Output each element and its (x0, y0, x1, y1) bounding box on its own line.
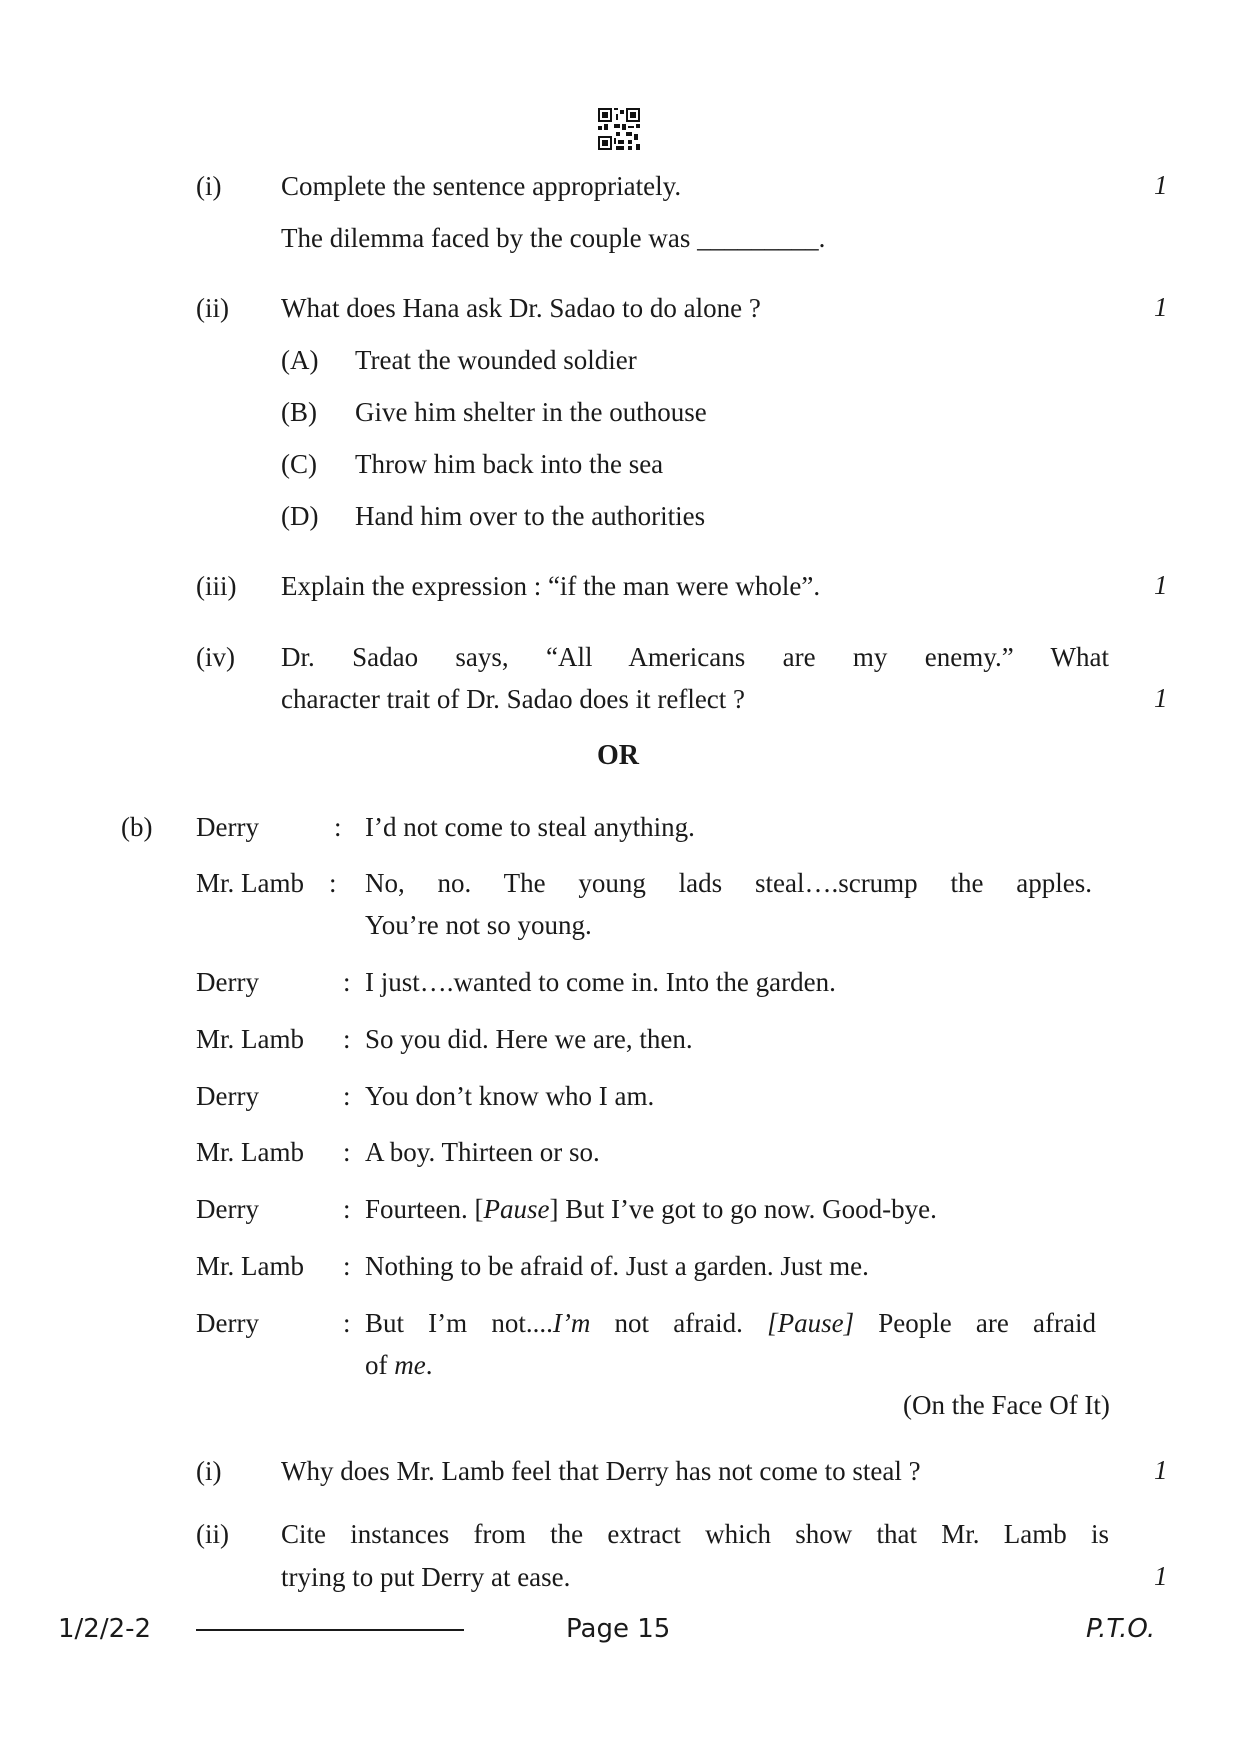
footer-rule (196, 1629, 464, 1631)
question-marks: 1 (1154, 292, 1168, 322)
speaker-name: Mr. Lamb (196, 868, 304, 898)
option-label: (D) (281, 501, 319, 531)
stage-direction: [Pause] (767, 1308, 855, 1338)
option-text: Hand him over to the authorities (355, 501, 706, 531)
dialogue-text: But I’m not.... (365, 1308, 553, 1338)
speaker-name: Derry (196, 812, 259, 842)
question-text: Explain the expression : “if the man were whole”. (281, 571, 821, 601)
question-text: Complete the sentence appropriately. (281, 171, 682, 201)
option-label: (B) (281, 397, 317, 427)
qr-code (598, 108, 640, 150)
dialogue-line: You’re not so young. (365, 910, 592, 940)
dialogue-line: I’d not come to steal anything. (365, 812, 695, 842)
dialogue-line: You don’t know who I am. (365, 1081, 655, 1111)
speaker-name: Mr. Lamb (196, 1024, 304, 1054)
option-text: Treat the wounded soldier (355, 345, 637, 375)
question-marks: 1 (1154, 570, 1168, 600)
speaker-name: Derry (196, 1194, 259, 1224)
speaker-colon: : (329, 868, 337, 898)
dialogue-text: People are afraid (854, 1308, 1097, 1338)
speaker-colon: : (334, 812, 342, 842)
question-text-continued: character trait of Dr. Sadao does it reflect ? (281, 684, 746, 714)
question-marks: 1 (1154, 1561, 1168, 1591)
dialogue-text: . (425, 1350, 433, 1380)
section-label: (b) (121, 812, 153, 842)
question-text: Cite instances from the extract which show that Mr. Lamb is (281, 1519, 1109, 1549)
speaker-colon: : (343, 1024, 351, 1054)
dialogue-line (365, 1307, 1096, 1339)
question-text: Dr. Sadao says, “All Americans are my enemy.” What (281, 642, 1109, 672)
speaker-name: Derry (196, 967, 259, 997)
speaker-name: Derry (196, 1081, 259, 1111)
question-text: What does Hana ask Dr. Sadao to do alone ? (281, 293, 761, 323)
dialogue-line: No, no. The young lads steal….scrump the apples. (365, 868, 1092, 898)
speaker-name: Derry (196, 1308, 259, 1338)
emphasis: me (394, 1350, 426, 1380)
dialogue-text: ] But I’ve got to go now. Good-bye. (549, 1194, 937, 1224)
question-number: (iv) (196, 642, 235, 672)
dialogue-text: not afraid. (590, 1308, 768, 1338)
question-marks: 1 (1154, 1455, 1168, 1485)
dialogue-line (365, 1349, 432, 1381)
question-number: (i) (196, 1456, 222, 1486)
question-number: (ii) (196, 1519, 229, 1549)
dialogue-line: A boy. Thirteen or so. (365, 1137, 600, 1167)
emphasis: I’m (552, 1308, 591, 1338)
speaker-colon: : (343, 1251, 351, 1281)
dialogue-text: of (365, 1350, 395, 1380)
question-marks: 1 (1154, 170, 1168, 200)
question-text: Why does Mr. Lamb feel that Derry has not come to steal ? (281, 1456, 921, 1486)
speaker-name: Mr. Lamb (196, 1137, 304, 1167)
paper-code: 1/2/2-2 (58, 1614, 152, 1644)
speaker-name: Mr. Lamb (196, 1251, 304, 1281)
speaker-colon: : (343, 967, 351, 997)
question-number: (iii) (196, 571, 237, 601)
question-number: (ii) (196, 293, 229, 323)
dialogue-line: I just….wanted to come in. Into the garden. (365, 967, 836, 997)
extract-source: (On the Face Of It) (903, 1390, 1110, 1420)
speaker-colon: : (343, 1308, 351, 1338)
dialogue-line: So you did. Here we are, then. (365, 1024, 693, 1054)
page-number: Page 15 (566, 1614, 671, 1644)
stage-direction: Pause (483, 1194, 550, 1224)
option-text: Throw him back into the sea (355, 449, 664, 479)
please-turn-over: P.T.O. (1086, 1614, 1156, 1644)
option-label: (A) (281, 345, 319, 375)
dialogue-line: Nothing to be afraid of. Just a garden. Just me. (365, 1251, 869, 1281)
fill-in-sentence: The dilemma faced by the couple was _________. (281, 223, 826, 253)
speaker-colon: : (343, 1137, 351, 1167)
or-divider: OR (597, 740, 639, 771)
question-marks: 1 (1154, 683, 1168, 713)
dialogue-text: Fourteen. [ (365, 1194, 484, 1224)
question-text-continued: trying to put Derry at ease. (281, 1562, 571, 1592)
dialogue-line (365, 1193, 937, 1225)
question-number: (i) (196, 171, 222, 201)
speaker-colon: : (343, 1081, 351, 1111)
option-label: (C) (281, 449, 317, 479)
speaker-colon: : (343, 1194, 351, 1224)
option-text: Give him shelter in the outhouse (355, 397, 707, 427)
